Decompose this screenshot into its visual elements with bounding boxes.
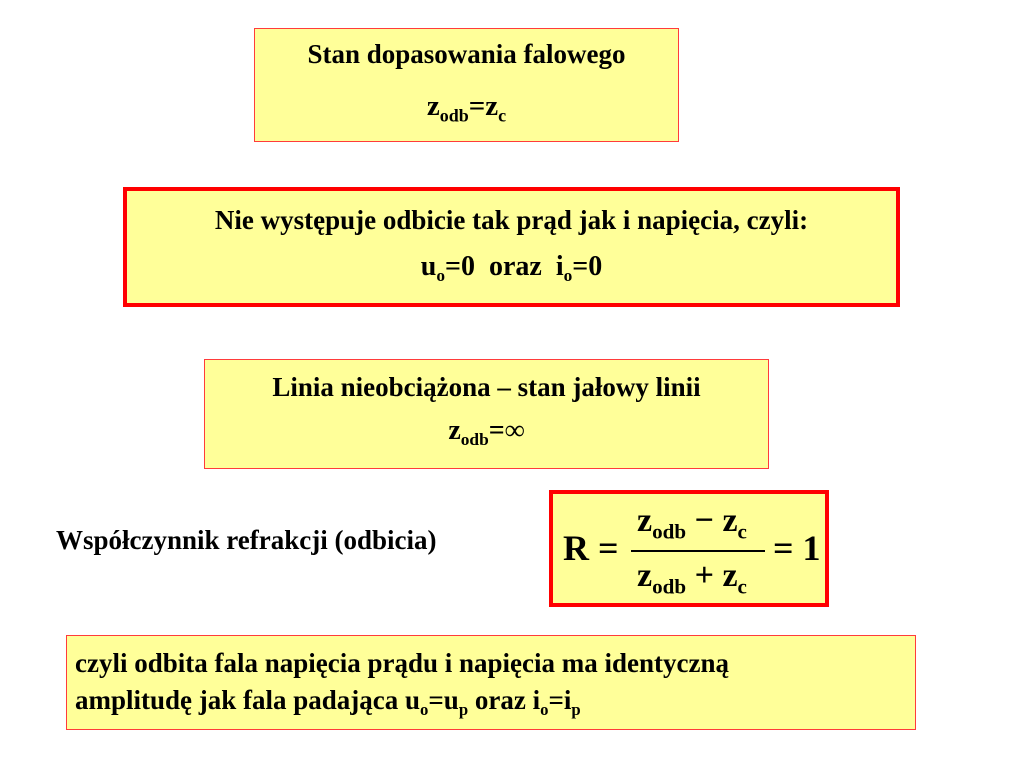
reflection-coefficient-label: Współczynnik refrakcji (odbicia) bbox=[56, 525, 437, 555]
conclusion-line-2: amplitudę jak fala padająca $u_o=u_p$ oraz $i_o=i_p$ bbox=[75, 685, 581, 719]
formula-numerator: $z_{odb} - z_c$ bbox=[637, 502, 747, 544]
matched-state-formula: $z_{odb}=z_c$ bbox=[426, 90, 507, 126]
open-line-title: Linia nieobciążona – stan jałowy linii bbox=[272, 372, 701, 402]
conclusion-box bbox=[66, 635, 916, 730]
fraction-bar bbox=[631, 550, 765, 552]
open-line-formula: $z_{odb}=\infty$ bbox=[448, 415, 525, 450]
conclusion-line-1: czyli odbita fala napięcia prądu i napięcia ma identyczną bbox=[75, 648, 730, 678]
no-reflection-text: Nie występuje odbicie tak prąd jak i napięcia, czyli: bbox=[214, 205, 809, 235]
open-line-box bbox=[204, 359, 769, 469]
formula-denominator: $z_{odb} + z_c$ bbox=[637, 557, 747, 599]
formula-r-equals: R = bbox=[563, 528, 619, 568]
no-reflection-formula: $u_o=0$ oraz $i_o=0$ bbox=[420, 251, 603, 286]
matched-state-box bbox=[254, 28, 679, 142]
formula-result: = 1 bbox=[773, 528, 821, 568]
matched-state-title: Stan dopasowania falowego bbox=[307, 39, 626, 69]
reflection-formula-box bbox=[549, 490, 829, 607]
no-reflection-box bbox=[123, 187, 900, 307]
